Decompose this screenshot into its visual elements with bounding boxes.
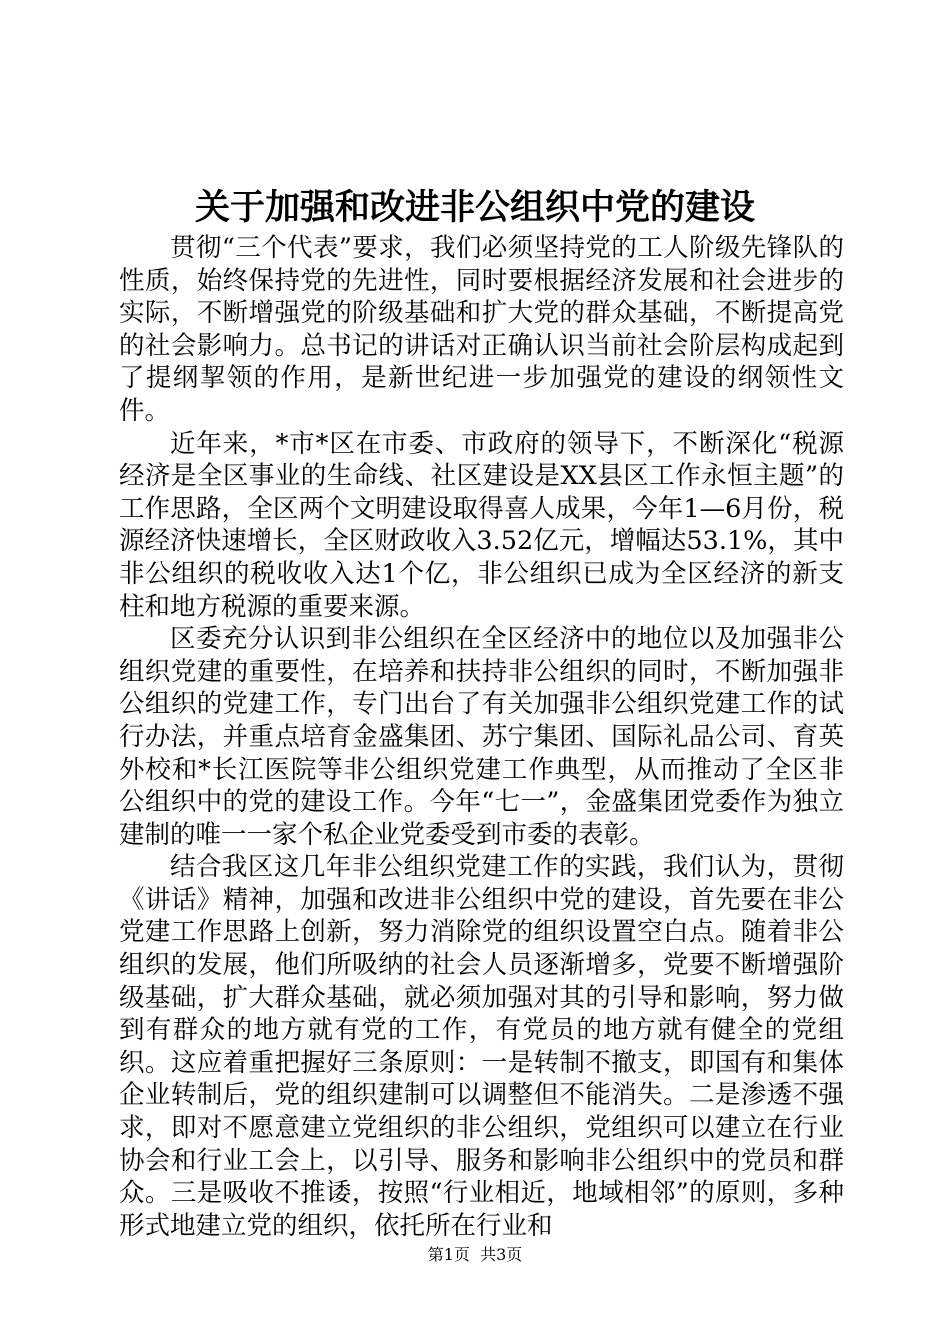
- paragraph: 近年来，*市*区在市委、市政府的领导下，不断深化“税源经济是全区事业的生命线、社区建设是XX县区工作永恒主题”的工作思路，全区两个文明建设取得喜人成果，今年1—6月份，税源经济快速增长，全区财政收入3.52亿元，增幅达53.1%，其中非公组织的税收收入达1个亿，非公组织已成为全区经济的新支柱和地方税源的重要来源。: [119, 428, 844, 622]
- document-body: [119, 232, 844, 1242]
- footer-spacer: [470, 1245, 480, 1264]
- paragraph: 贯彻“三个代表”要求，我们必须坚持党的工人阶级先锋队的性质，始终保持党的先进性，同时要根据经济发展和社会进步的实际，不断增强党的阶级基础和扩大党的群众基础，不断提高党的社会影响力。总书记的讲话对正确认识当前社会阶层构成起到了提纲挈领的作用，是新世纪进一步加强党的建设的纲领性文件。: [119, 233, 844, 426]
- page-number: 第1页: [427, 1245, 470, 1264]
- document-title: 关于加强和改进非公组织中党的建设: [194, 187, 755, 228]
- paragraph: 区委充分认识到非公组织在全区经济中的地位以及加强非公组织党建的重要性，在培养和扶持非公组织的同时，不断加强非公组织的党建工作，专门出台了有关加强非公组织党建工作的试行办法，并重点培育金盛集团、苏宁集团、国际礼品公司、育英外校和*长江医院等非公组织党建工作典型，从而推动了全区非公组织中的党的建设工作。今年“七一”，金盛集团党委作为独立建制的唯一一家个私企业党委受到市委的表彰。: [119, 624, 844, 850]
- page-footer: [0, 1243, 950, 1267]
- page-total: 共3页: [480, 1245, 523, 1264]
- paragraph: 结合我区这几年非公组织党建工作的实践，我们认为，贯彻《讲话》精神，加强和改进非公组织中党的建设，首先要在非公党建工作思路上创新，努力消除党的组织设置空白点。随着非公组织的发展，他们所吸纳的社会人员逐渐增多，党要不断增强阶级基础，扩大群众基础，就必须加强对其的引导和影响，努力做到有群众的地方就有党的工作，有党员的地方就有健全的党组织。这应着重把握好三条原则：一是转制不撤支，即国有和集体企业转制后，党的组织建制可以调整但不能消失。二是渗透不强求，即对不愿意建立党组织的非公组织，党组织可以建立在行业协会和行业工会上，以引导、服务和影响非公组织中的党员和群众。三是吸收不推诿，按照“行业相近，地域相邻”的原则，多种形式地建立党的组织，依托所在行业和: [119, 852, 844, 1241]
